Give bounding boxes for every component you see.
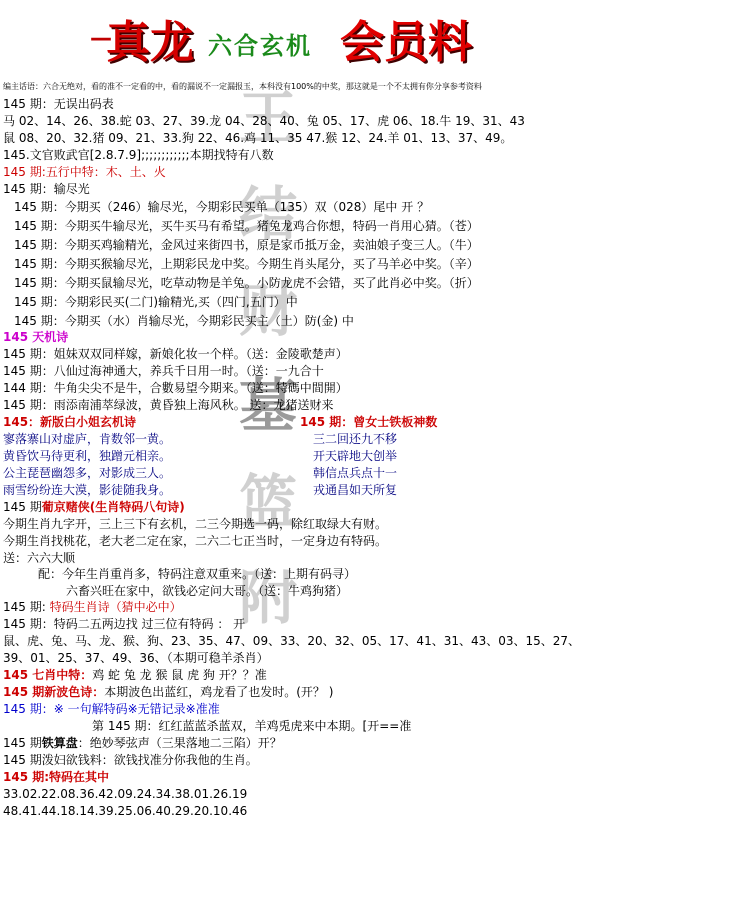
s7-value: 鸡 蛇 兔 龙 猴 鼠 虎 狗 开？？准 [92,668,267,682]
page-header [90,6,510,68]
disclaimer: 编主话语：六合无绝对，看的准不一定看的中，看的漏说不一定漏报玉，本科没有100%的中奖，那这就是一个不太拥有你分享参考资料 [3,82,482,91]
s9-heading: 145 期：※ 一句解特码※无错记录※准准 [3,702,220,716]
s10-title: 铁算盘 [41,736,78,750]
s3-line: 145 期：姐妹双双同样嫁，新娘化妆一个样。（送：金陵歌楚声） [3,347,348,361]
s2-item: 145 期：今期买（水）肖输尽光，今期彩民买主（土）防(金) 中 [14,314,354,328]
s5-head-title: 葡京赌侠(生肖特码八句诗) [41,500,185,514]
s8-line [3,684,333,701]
s4-right-line: 三二回还九不移 [313,432,398,446]
s5-line: 今期生肖九字开，三上三下有玄机，二三今期选一码，除红取绿大有财。 [3,517,388,531]
s6-heading [3,599,182,616]
s2-head-title: 五行中特： [45,165,106,179]
s1-line-1: 145 期：无误出码表 [3,97,114,111]
s4-right-line: 戎通昌如天所复 [313,483,398,497]
s7-head: 145 七肖中特： [3,668,93,682]
s4-left-line: 公主琵琶幽怨多，对影成三人。 [3,466,172,480]
s2-head-label: 145 期: [3,165,46,179]
s2-item: 145 期：今期彩民买(二门)输精光,买（四门,五门）中 [14,295,298,309]
s2-item: 145 期：今期买鼠输尽光，吃草动物是羊兔。小防龙虎不会错，买了此肖必中奖。（折） [14,276,479,290]
s2-item: 145 期：今期买牛输尽光，买牛买马有希望。猪兔龙鸡合你想，特码一肖用心猜。（苍） [14,219,479,233]
s4-left-heading: 145：新版白小姐玄机诗 [3,415,137,429]
s2-line-1: 145 期：输尽光 [3,182,90,196]
s1-line-3: 鼠 08、20、32.猪 09、21、33.狗 22、46.鸡 11、35 47.猴 12、24.羊 01、13、37、49。 [3,131,513,145]
s3-line: 145 期：八仙过海神通大，养兵千日用一时。（送：一九合十 [3,364,324,378]
s6-line-1: 145 期：特码二五两边找 过三位有特码 ： 开 [3,617,246,631]
s3-line: 145 期：雨添南浦萃绿波，黄昏独上海风秋。 送：龙猪送财来 [3,398,334,412]
s2-head-value: 木、土、火 [105,165,166,179]
s5-heading [3,499,185,516]
s2-item: 145 期：今期买（246）输尽光，今期彩民买单（135）双（028）尾中 开 ？ [14,200,430,214]
watermark-char: 墓 [238,372,297,440]
s11-numbers-2: 48.41.44.18.14.39.25.06.40.29.20.10.46 [3,804,248,818]
s4-right-line: 韩信点兵点十一 [313,466,398,480]
s11-numbers-1: 33.02.22.08.36.42.09.24.34.38.01.26.19 [3,787,248,801]
s5-pei-2: 六畜兴旺在家中，欲钱必定问大哥。（送：牛鸡狗猪） [66,584,349,598]
s4-left-line: 雨雪纷纷连大漠，影徒随我身。 [3,483,172,497]
s5-pei-1: 配：今年生肖重肖多，特码注意双重来。（送：上期有码寻） [38,567,357,581]
s1-line-2: 马 02、14、26、38.蛇 03、27、39.龙 04、28、40、兔 05、17、虎 06、18.牛 19、31、43 [3,114,525,128]
s5-line: 今期生肖找桃花，老大老二定在家，二六二七正当时，一定身边有特码。 [3,534,388,548]
title-part-1: 真龙 [106,17,194,68]
s4-left-line: 黄昏饮马待更利，独蹭元相亲。 [3,449,172,463]
s10-line-1 [3,735,282,752]
s8-head: 145 期新波色诗： [3,685,105,699]
s4-right-heading: 145 期：曾女士铁板神数 [300,415,438,429]
title-part-3: 会员料 [340,17,472,68]
s1-line-4: 145.文官败武官[2.8.7.9];;;;;;;;;;;;本期找特有八数 [3,148,274,162]
s10-value: ：绝妙琴弦声（三果落地二三陷）开？ [77,736,282,750]
s10-label: 145 期 [3,736,42,750]
watermark-char: 王 [238,84,297,152]
s10-line-2: 145 期泼妇欲钱料：欲钱找准分你我他的生肖。 [3,753,258,767]
watermark-char: 结 [238,180,297,248]
s11-heading: 145 期:特码在其中 [3,770,110,784]
s2-item: 145 期：今期买鸡输精光，金风过来街四书，原是家币抵万金，卖油娘子变三人。（牛） [14,238,479,252]
s3-line: 144 期：牛角尖尖不是牛，合數易望今期来。（送：特碼中間開） [3,381,348,395]
s6-line-3: 39、01、25、37、49、36、（本期可稳羊杀肖） [3,651,269,665]
s2-item: 145 期：今期买猴输尽光，上期彩民龙中奖。今期生肖头尾分，买了马羊必中奖。（辛） [14,257,479,271]
title-part-2: 六合玄机 [208,31,312,60]
s9-value: 第 145 期：红红蓝蓝杀蓝双，羊鸡兎虎来中本期。[开==准 [92,719,412,733]
s8-value: 本期波色出蓝红，鸡龙看了也发时。(开？ ) [104,685,334,699]
title-dash: — [90,26,112,51]
s6-line-2: 鼠、虎、兔、马、龙、猴、狗、23、35、47、09、33、20、32、05、17、41、31、43、03、15、27、 [3,634,581,648]
s5-line: 送：六六大顺 [3,551,76,565]
s6-head-label: 145 期: [3,600,46,614]
s5-head-label: 145 期 [3,500,42,514]
s4-right-line: 开天辟地大创举 [313,449,398,463]
s6-head-title: 特码生肖诗（猜中必中） [49,600,182,614]
s2-heading [3,164,166,181]
watermark-char: 财 [238,276,297,344]
s7-line [3,667,267,684]
watermark-char: 篮 [238,468,297,536]
watermark-char: 附 [238,564,297,632]
s4-left-line: 寥落寨山对虚庐，肯数邻一黄。 [3,432,172,446]
s3-heading: 145 天机诗 [3,330,69,344]
